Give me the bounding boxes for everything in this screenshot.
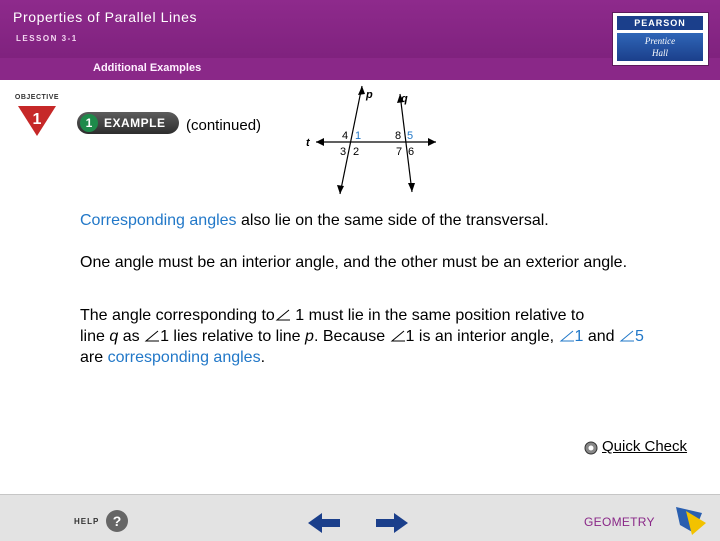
term-corresponding-angles: Corresponding angles bbox=[80, 212, 237, 229]
angle-symbol-icon bbox=[619, 330, 635, 342]
p3-line-q: q bbox=[109, 328, 119, 345]
pearson-logo bbox=[612, 12, 709, 66]
objective-label: OBJECTIVE bbox=[14, 94, 60, 101]
p3-text-b: 1 must lie in the same position relative to bbox=[290, 307, 585, 324]
p1-text: also lie on the same side of the transversal. bbox=[236, 212, 549, 229]
line-t-arrow-right bbox=[428, 138, 436, 146]
example-number: 1 bbox=[80, 114, 98, 132]
pearson-wordmark: PEARSON bbox=[617, 16, 703, 30]
example-badge bbox=[77, 112, 179, 134]
angle-2: 2 bbox=[353, 146, 360, 158]
p3-text-a: The angle corresponding to bbox=[80, 307, 275, 324]
angle-8: 8 bbox=[395, 130, 402, 142]
term-corresponding-angles-2: corresponding angles bbox=[107, 349, 261, 366]
p3-text-i: and bbox=[583, 328, 620, 345]
p3-text-f: . Because bbox=[313, 328, 390, 345]
angle-symbol-icon bbox=[559, 330, 575, 342]
label-q: q bbox=[401, 93, 408, 105]
p3-text-g: 1 is an interior angle, bbox=[405, 328, 559, 345]
logo-line2: Hall bbox=[651, 48, 668, 58]
next-arrow-button[interactable] bbox=[374, 511, 410, 535]
angle-6: 6 bbox=[408, 146, 415, 158]
angle-7: 7 bbox=[396, 146, 403, 158]
parallel-lines-diagram bbox=[300, 84, 450, 200]
back-arrow-button[interactable] bbox=[306, 511, 342, 535]
p3-line-p: p bbox=[305, 328, 314, 345]
footer-bar bbox=[0, 494, 720, 541]
objective-badge bbox=[12, 94, 62, 144]
section-subtitle: Additional Examples bbox=[93, 62, 202, 74]
gear-icon bbox=[582, 439, 600, 457]
line-t-arrow-left bbox=[316, 138, 324, 146]
line-q bbox=[400, 94, 415, 192]
continued-label: (continued) bbox=[186, 117, 262, 134]
line-q-arrow-bottom bbox=[408, 183, 415, 192]
prentice-hall-wordmark bbox=[617, 33, 703, 61]
objective-number: 1 bbox=[32, 111, 42, 128]
page-title: Properties of Parallel Lines bbox=[13, 9, 198, 25]
label-t: t bbox=[306, 137, 310, 149]
angle-3: 3 bbox=[340, 146, 347, 158]
angle-symbol-icon bbox=[390, 330, 406, 342]
line-p-arrow-top bbox=[358, 86, 365, 95]
quick-check-label[interactable]: Quick Check bbox=[602, 438, 688, 455]
help-button[interactable]: ? bbox=[106, 510, 128, 532]
p3-text-k: are bbox=[80, 349, 108, 366]
p3-text-e: 1 lies relative to line bbox=[160, 328, 306, 345]
geometry-label: GEOMETRY bbox=[584, 515, 655, 529]
angle-symbol-icon bbox=[275, 309, 291, 321]
p3-text-end: . bbox=[260, 349, 266, 366]
p3-text-d: as bbox=[118, 328, 145, 345]
p3-text-c: line bbox=[80, 328, 110, 345]
angle-1: 1 bbox=[355, 130, 362, 142]
angle-4: 4 bbox=[342, 130, 349, 142]
angle-5: 5 bbox=[407, 130, 414, 142]
objective-arrow-icon bbox=[12, 94, 62, 144]
help-label: HELP bbox=[74, 517, 100, 526]
p3-angle-1: 1 bbox=[574, 328, 584, 345]
example-label: EXAMPLE bbox=[104, 116, 166, 130]
header-bar bbox=[0, 0, 720, 80]
paragraph-1 bbox=[80, 210, 549, 231]
geometry-logo-icon bbox=[672, 503, 710, 537]
logo-line1: Prentice bbox=[644, 36, 676, 46]
p3-angle-5: 5 bbox=[635, 328, 644, 345]
lesson-label: LESSON 3-1 bbox=[16, 34, 78, 43]
angle-symbol-icon bbox=[144, 330, 160, 342]
label-p: p bbox=[366, 89, 373, 101]
paragraph-3 bbox=[80, 305, 710, 368]
line-p-arrow-bottom bbox=[337, 185, 344, 194]
paragraph-2: One angle must be an interior angle, and the other must be an exterior angle. bbox=[80, 254, 628, 271]
